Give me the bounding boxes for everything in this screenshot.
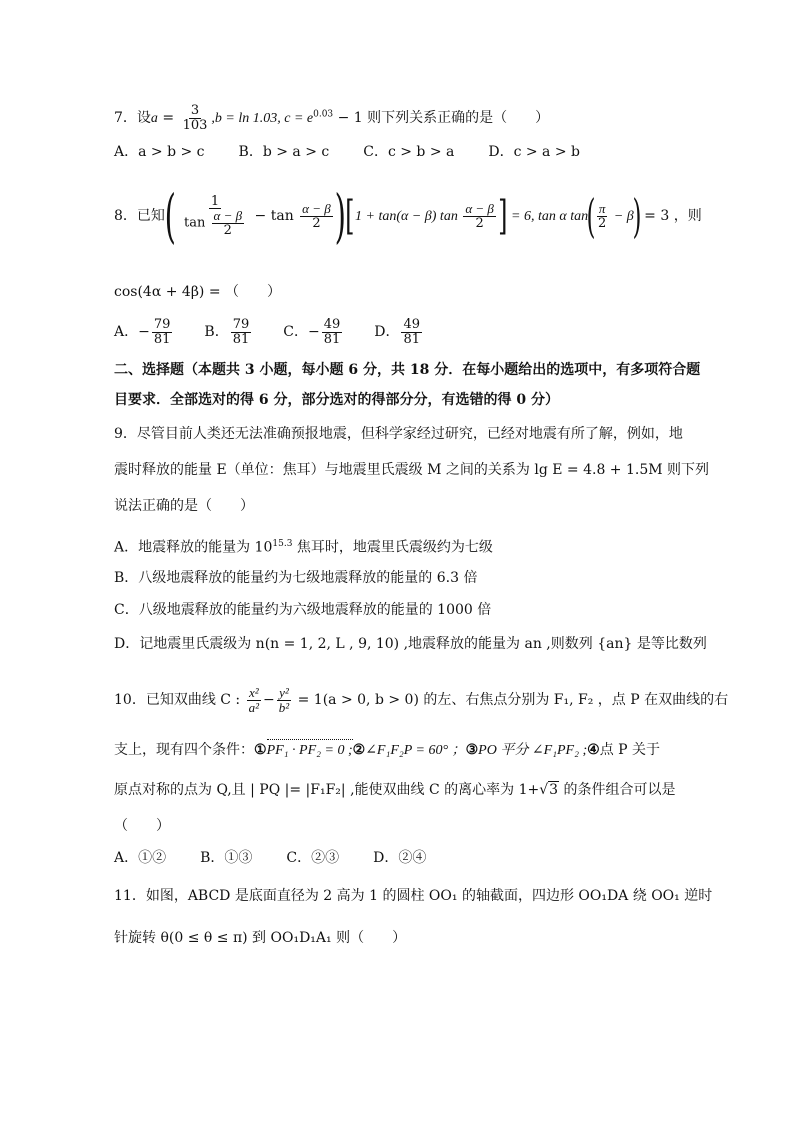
q8-bracket-mid: 1 + tan(α − β) tan bbox=[355, 209, 462, 224]
q11-line1: 11．如图，ABCD 是底面直径为 2 高为 1 的圆柱 OO₁ 的轴截面，四边形 OO₁DA 绕 OO₁ 逆时 bbox=[114, 888, 713, 904]
q8-inner-fraction: 1 tan $\frac{\alpha - \beta}{2}$ bbox=[184, 193, 243, 238]
q8-line2: cos(4α + 4β) = （ ） bbox=[114, 284, 282, 300]
q9-option-c: C．八级地震释放的能量约为六级地震释放的能量的 1000 倍 bbox=[114, 602, 492, 618]
q7-options bbox=[114, 142, 580, 162]
q8-prefix: 8．已知 bbox=[114, 208, 165, 224]
q9-line3: 说法正确的是（ ） bbox=[114, 498, 254, 514]
q9-line1: 9．尽管目前人类还无法准确预报地震，但科学家经过研究，已经对地震有所了解，例如，地 bbox=[114, 426, 683, 442]
q7-option-c: C．c > b > a bbox=[363, 144, 455, 160]
q10-option-a: A．①② bbox=[114, 850, 167, 866]
condition-2-marker: ② bbox=[352, 742, 366, 758]
q10-line3: 原点对称的点为 Q,且 | PQ |= |F₁F₂| ,能使双曲线 C 的离心率为 1+√3 的条件组合可以是 bbox=[114, 782, 676, 798]
section2-line2: 目要求．全部选对的得 6 分，部分选对的得部分分，有选错的得 0 分） bbox=[114, 392, 559, 408]
q10-option-c: C．②③ bbox=[286, 850, 340, 866]
q10-options bbox=[114, 848, 426, 868]
q7-prefix: 7．设 bbox=[114, 110, 151, 127]
q7-option-d: D．c > a > b bbox=[488, 144, 580, 160]
q8-stem: 8．已知( 1 tan $\frac{\alpha - \beta}{2}$ − tan $\frac{\alpha - \beta}{2}$ )[1 + tan(α − β) tan $\frac{\alpha - \beta}{2}$ ] = 6, tan α tan( $\frac{\pi}{2}$ − β) = 3 ，则 bbox=[114, 182, 702, 250]
q8-eq: = 6, tan α tan bbox=[507, 209, 589, 224]
condition-3-marker: ③ bbox=[465, 742, 479, 758]
q7-fraction: $\frac{3}{103}$ bbox=[182, 103, 208, 133]
condition-1-marker: ① bbox=[254, 742, 267, 758]
q8-eq3: = 3 ，则 bbox=[639, 208, 702, 224]
q8-option-a: A．− $\frac{79}{81}$ bbox=[114, 317, 171, 347]
q10-stem: 10．已知双曲线 C : $\frac{\text{x²}}{\text{a²}}$ − $\frac{\text{y²}}{\text{b²}}$ = 1(a > 0, b > 0) 的左、右焦点分别为 F₁, F₂ ，点 P 在双曲线的右 bbox=[114, 685, 729, 715]
q10-option-b: B．①③ bbox=[200, 850, 253, 866]
q10-line4: （ ） bbox=[114, 818, 170, 834]
q8-option-c: C．− $\frac{49}{81}$ bbox=[283, 317, 341, 347]
q10-conditions: 支上，现有四个条件：①PF₁ · PF₂ = 0 ;②∠F₁F₂P = 60° ；③PO 平分 ∠F₁PF₂ ;④点 P 关于 bbox=[114, 742, 661, 758]
section2-line1: 二、选择题（本题共 3 小题，每小题 6 分，共 18 分．在每小题给出的选项中，有多项符合题 bbox=[114, 362, 701, 378]
q10-option-d: D．②④ bbox=[373, 850, 427, 866]
q8-options bbox=[114, 318, 424, 346]
q9-option-d: D．记地震里氏震级为 n(n = 1, 2, L , 9, 10) ,地震释放的能量为 an ,则数列 {an} 是等比数列 bbox=[114, 636, 707, 652]
q7-stem: 7．设a = $\frac{3}{103}$ ,b = ln 1.03, $c = e^{0.03} - 1$ 则下列关系正确的是（ ） bbox=[114, 103, 550, 133]
condition-4-marker: ④ bbox=[587, 742, 600, 758]
q11-line2: 针旋转 θ(0 ≤ θ ≤ π) 到 OO₁D₁A₁ 则（ ） bbox=[114, 930, 407, 946]
q9-line2: 震时释放的能量 E（单位：焦耳）与地震里氏震级 M 之间的关系为 lg E = 4.8 + 1.5M 则下列 bbox=[114, 462, 710, 478]
q8-option-b: B． $\frac{79}{81}$ bbox=[204, 317, 250, 347]
q9-option-a: A．地震释放的能量为 $10^{15.3}$ 焦耳时，地震里氏震级约为七级 bbox=[114, 539, 493, 556]
q7-option-a: A．a > b > c bbox=[114, 144, 205, 160]
q7-exp: 0.03 bbox=[313, 109, 334, 120]
q7-mid: ,b = ln 1.03, c = e bbox=[211, 111, 314, 127]
q8-option-d: D． $\frac{49}{81}$ bbox=[374, 317, 421, 347]
q7-option-b: B．b > a > c bbox=[238, 144, 330, 160]
q7-tail: − 1 则下列关系正确的是（ ） bbox=[333, 110, 550, 127]
q8-minus-tan: − tan bbox=[250, 208, 299, 224]
q9-option-b: B．八级地震释放的能量约为七级地震释放的能量的 6.3 倍 bbox=[114, 570, 478, 586]
